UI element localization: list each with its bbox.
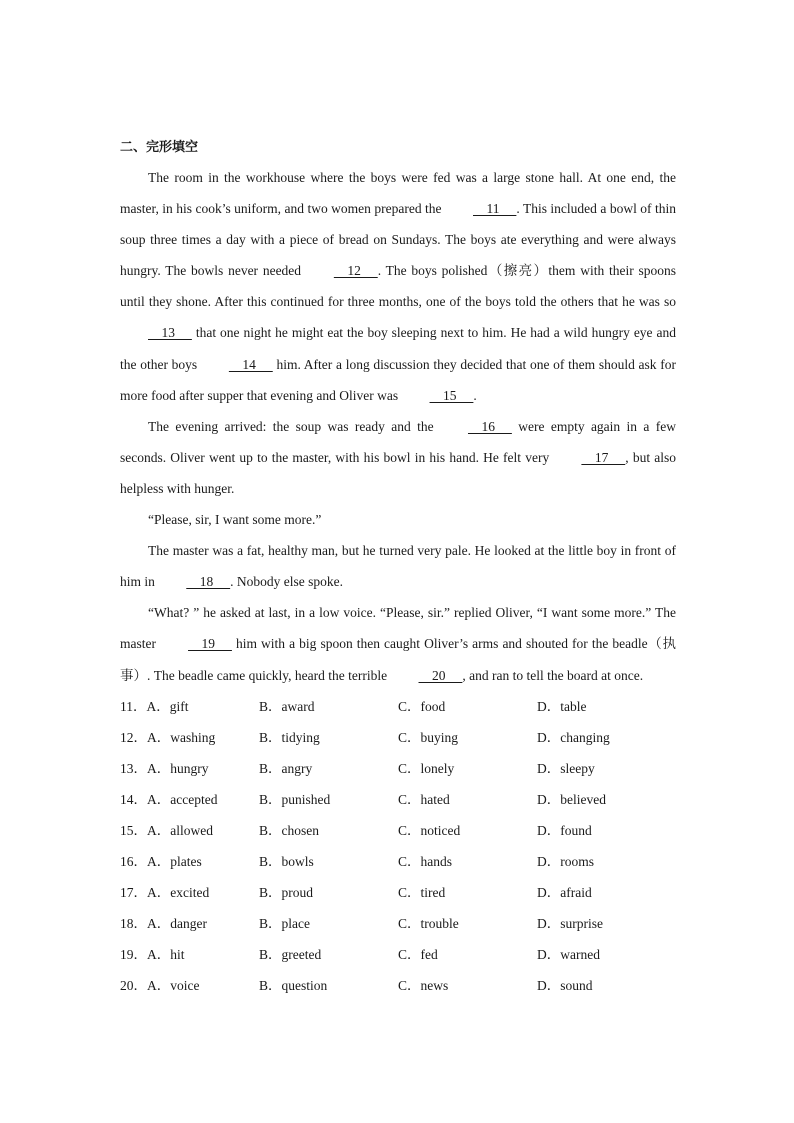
passage-text: . This included a bowl of thin soup three times a day with a piece of bread on Sundays. The boys ate everything and were always hungry. The bowls never needed — [120, 201, 676, 279]
blank-18: 18 — [186, 574, 231, 590]
question-options-row — [120, 815, 676, 846]
passage-text: The evening arrived: the soup was ready and the — [148, 418, 440, 434]
question-options-row — [120, 877, 676, 908]
blank-11: 11 — [473, 201, 517, 217]
option-d: D．changing — [537, 729, 610, 745]
option-a: 11．A．gift — [120, 698, 189, 714]
passage-paragraph-5 — [120, 597, 676, 690]
option-d: D．rooms — [537, 854, 594, 870]
option-c: C．tired — [398, 885, 446, 901]
passage-paragraph-2 — [120, 411, 676, 504]
passage-text: The room in the workhouse where the boys were fed was a large stone hall. At one end, the master, in his cook’s uniform, and two women prepared the — [120, 170, 676, 217]
option-b: B．tidying — [259, 729, 320, 745]
option-d: D．sound — [537, 978, 593, 994]
passage-text: . — [473, 387, 477, 403]
option-a: 12．A．washing — [120, 729, 216, 745]
option-c: C．hated — [398, 791, 450, 807]
option-b: B．award — [259, 698, 315, 714]
passage-text: him. After a long discussion they decided that one of them should ask for more food after supper that evening and Oliver was — [120, 356, 676, 403]
option-a: 14．A．accepted — [120, 791, 218, 807]
option-b: B．greeted — [259, 947, 322, 963]
passage-text: , and ran to tell the board at once. — [462, 667, 644, 683]
passage-paragraph-1 — [120, 162, 676, 411]
blank-17: 17 — [581, 449, 626, 465]
passage-text: were empty again in a few seconds. Oliver went up to the master, with his bowl in his hand. He felt very — [120, 418, 677, 465]
option-c: C．fed — [398, 947, 438, 963]
option-d: D．warned — [537, 947, 600, 963]
passage-text: The master was a fat, healthy man, but he turned very pale. He looked at the little boy in front of him in — [120, 543, 676, 590]
passage-text: . Nobody else spoke. — [230, 574, 343, 590]
question-options-row — [120, 970, 676, 1001]
option-d: D．believed — [537, 791, 606, 807]
option-b: B．angry — [259, 760, 313, 776]
option-a: 17．A．excited — [120, 885, 210, 901]
option-a: 20．A．voice — [120, 978, 200, 994]
section-title: 二、完形填空 — [120, 140, 199, 155]
question-options-row — [120, 722, 676, 753]
option-b: B．proud — [259, 885, 313, 901]
option-b: B．question — [259, 978, 328, 994]
option-a: 15．A．allowed — [120, 822, 213, 838]
option-d: D．found — [537, 822, 592, 838]
question-options-row — [120, 784, 676, 815]
question-options-row — [120, 691, 676, 722]
passage-text: . The boys polished（擦亮）them with their spoons until they shone. After this continued for three months, one of the boys told the others that he was so — [120, 263, 676, 310]
option-c: C．lonely — [398, 760, 455, 776]
option-d: D．afraid — [537, 885, 592, 901]
option-d: D．table — [537, 698, 587, 714]
option-b: B．bowls — [259, 854, 314, 870]
document-page — [120, 134, 676, 1002]
answer-options — [120, 691, 676, 1002]
blank-12: 12 — [333, 263, 378, 279]
option-a: 13．A．hungry — [120, 760, 209, 776]
option-c: C．news — [398, 978, 449, 994]
option-c: C．noticed — [398, 822, 461, 838]
blank-14: 14 — [228, 356, 273, 372]
option-b: B．chosen — [259, 822, 319, 838]
passage-paragraph-4 — [120, 535, 676, 597]
blank-19: 19 — [188, 636, 232, 652]
option-c: C．buying — [398, 729, 459, 745]
passage-text: him with a big spoon then caught Oliver’s arms and shouted for the beadle（执事）. The beadle came quickly, heard the terrible — [120, 636, 676, 683]
question-options-row — [120, 908, 676, 939]
option-d: D．surprise — [537, 916, 603, 932]
blank-13: 13 — [148, 325, 192, 341]
blank-15: 15 — [429, 387, 474, 403]
option-b: B．place — [259, 916, 310, 932]
question-options-row — [120, 846, 676, 877]
option-d: D．sleepy — [537, 760, 595, 776]
passage-text: that one night he might eat the boy sleeping next to him. He had a wild hungry eye and the other boys — [120, 325, 676, 372]
option-c: C．hands — [398, 854, 452, 870]
option-c: C．food — [398, 698, 446, 714]
option-c: C．trouble — [398, 916, 459, 932]
question-options-row — [120, 753, 676, 784]
blank-16: 16 — [467, 418, 512, 434]
option-a: 18．A．danger — [120, 916, 207, 932]
question-options-row — [120, 939, 676, 970]
passage-paragraph-3 — [120, 504, 676, 535]
passage-text: “What? ” he asked at last, in a low voice. “Please, sir.” replied Oliver, “I want some more.” The master — [120, 605, 676, 652]
option-a: 16．A．plates — [120, 854, 202, 870]
blank-20: 20 — [418, 667, 463, 683]
passage-text: “Please, sir, I want some more.” — [148, 512, 322, 528]
passage-text: , but also helpless with hunger. — [120, 449, 676, 496]
option-a: 19．A．hit — [120, 947, 185, 963]
option-b: B．punished — [259, 791, 331, 807]
